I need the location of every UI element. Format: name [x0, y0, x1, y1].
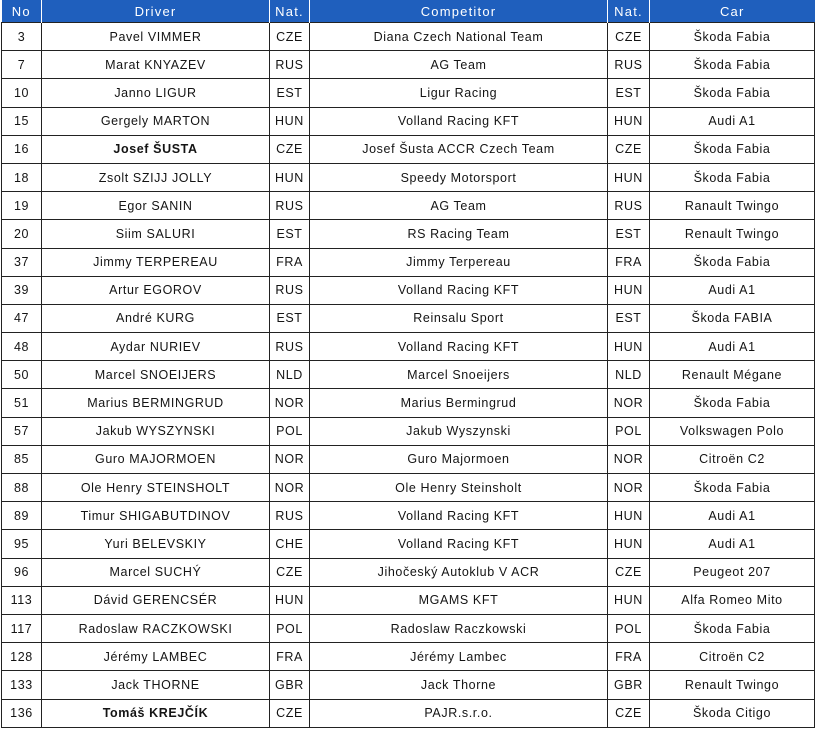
cell-driver-nat: EST: [270, 79, 310, 107]
cell-no: 48: [2, 333, 42, 361]
cell-car: Audi A1: [650, 107, 815, 135]
cell-competitor: Speedy Motorsport: [310, 163, 608, 191]
table-row: [2, 474, 815, 502]
cell-driver-nat: RUS: [270, 276, 310, 304]
cell-no: 47: [2, 304, 42, 332]
cell-driver-nat: EST: [270, 304, 310, 332]
cell-competitor: Jakub Wyszynski: [310, 417, 608, 445]
cell-no: 57: [2, 417, 42, 445]
cell-no: 133: [2, 671, 42, 699]
cell-driver-nat: CZE: [270, 699, 310, 727]
cell-competitor: Reinsalu Sport: [310, 304, 608, 332]
cell-driver: Artur EGOROV: [42, 276, 270, 304]
cell-competitor: Josef Šusta ACCR Czech Team: [310, 135, 608, 163]
header-driver-nat: Nat.: [270, 0, 310, 23]
cell-competitor-nat: RUS: [608, 192, 650, 220]
cell-no: 19: [2, 192, 42, 220]
cell-driver: Josef ŠUSTA: [42, 135, 270, 163]
cell-no: 89: [2, 502, 42, 530]
header-no: No: [2, 0, 42, 23]
cell-driver-nat: CZE: [270, 135, 310, 163]
cell-no: 3: [2, 23, 42, 51]
table-row: [2, 51, 815, 79]
header-row: [2, 0, 815, 23]
cell-competitor-nat: NOR: [608, 445, 650, 473]
cell-competitor: RS Racing Team: [310, 220, 608, 248]
cell-car: Škoda Fabia: [650, 614, 815, 642]
cell-driver: Yuri BELEVSKIY: [42, 530, 270, 558]
cell-driver-nat: NOR: [270, 445, 310, 473]
cell-driver-nat: RUS: [270, 51, 310, 79]
cell-driver: Egor SANIN: [42, 192, 270, 220]
cell-car: Škoda Fabia: [650, 248, 815, 276]
cell-driver: Timur SHIGABUTDINOV: [42, 502, 270, 530]
cell-driver-nat: HUN: [270, 163, 310, 191]
cell-car: Renault Mégane: [650, 361, 815, 389]
cell-competitor: Jérémy Lambec: [310, 643, 608, 671]
cell-driver: Marcel SNOEIJERS: [42, 361, 270, 389]
cell-driver: Jakub WYSZYNSKI: [42, 417, 270, 445]
cell-car: Citroën C2: [650, 643, 815, 671]
cell-competitor-nat: EST: [608, 220, 650, 248]
table-row: [2, 530, 815, 558]
cell-competitor: Jimmy Terpereau: [310, 248, 608, 276]
cell-car: Alfa Romeo Mito: [650, 586, 815, 614]
cell-competitor-nat: HUN: [608, 502, 650, 530]
cell-driver: Ole Henry STEINSHOLT: [42, 474, 270, 502]
cell-no: 95: [2, 530, 42, 558]
cell-driver-nat: EST: [270, 220, 310, 248]
cell-competitor: Jack Thorne: [310, 671, 608, 699]
cell-competitor: Jihočeský Autoklub V ACR: [310, 558, 608, 586]
cell-no: 50: [2, 361, 42, 389]
cell-competitor-nat: NOR: [608, 474, 650, 502]
cell-competitor: Volland Racing KFT: [310, 333, 608, 361]
cell-car: Renault Twingo: [650, 220, 815, 248]
cell-driver: Gergely MARTON: [42, 107, 270, 135]
header-competitor: Competitor: [310, 0, 608, 23]
cell-competitor-nat: HUN: [608, 586, 650, 614]
cell-competitor: Guro Majormoen: [310, 445, 608, 473]
table-row: [2, 502, 815, 530]
cell-competitor-nat: EST: [608, 304, 650, 332]
cell-driver: Dávid GERENCSÉR: [42, 586, 270, 614]
cell-competitor-nat: FRA: [608, 643, 650, 671]
cell-no: 136: [2, 699, 42, 727]
cell-no: 37: [2, 248, 42, 276]
table-row: [2, 192, 815, 220]
cell-competitor: AG Team: [310, 192, 608, 220]
cell-driver: Siim SALURI: [42, 220, 270, 248]
cell-car: Škoda Fabia: [650, 23, 815, 51]
cell-competitor-nat: FRA: [608, 248, 650, 276]
cell-competitor: Marcel Snoeijers: [310, 361, 608, 389]
cell-competitor-nat: CZE: [608, 23, 650, 51]
cell-driver-nat: RUS: [270, 333, 310, 361]
cell-no: 96: [2, 558, 42, 586]
cell-car: Audi A1: [650, 276, 815, 304]
table-row: [2, 276, 815, 304]
cell-driver-nat: RUS: [270, 502, 310, 530]
cell-competitor-nat: HUN: [608, 107, 650, 135]
cell-competitor-nat: CZE: [608, 699, 650, 727]
cell-competitor: MGAMS KFT: [310, 586, 608, 614]
cell-competitor: Volland Racing KFT: [310, 530, 608, 558]
table-row: [2, 671, 815, 699]
cell-car: Škoda Fabia: [650, 389, 815, 417]
cell-driver-nat: POL: [270, 417, 310, 445]
cell-competitor-nat: HUN: [608, 276, 650, 304]
cell-car: Škoda Fabia: [650, 163, 815, 191]
table-row: [2, 643, 815, 671]
cell-competitor-nat: NLD: [608, 361, 650, 389]
cell-no: 128: [2, 643, 42, 671]
cell-competitor: PAJR.s.r.o.: [310, 699, 608, 727]
table-row: [2, 107, 815, 135]
table-row: [2, 699, 815, 727]
cell-competitor: Diana Czech National Team: [310, 23, 608, 51]
cell-competitor-nat: EST: [608, 79, 650, 107]
table-row: [2, 248, 815, 276]
cell-competitor-nat: HUN: [608, 530, 650, 558]
cell-no: 117: [2, 614, 42, 642]
header-competitor-nat: Nat.: [608, 0, 650, 23]
cell-driver: Pavel VIMMER: [42, 23, 270, 51]
cell-car: Škoda Fabia: [650, 51, 815, 79]
cell-driver: Radoslaw RACZKOWSKI: [42, 614, 270, 642]
cell-competitor-nat: GBR: [608, 671, 650, 699]
cell-no: 51: [2, 389, 42, 417]
cell-driver-nat: POL: [270, 614, 310, 642]
cell-no: 88: [2, 474, 42, 502]
cell-no: 20: [2, 220, 42, 248]
cell-competitor-nat: NOR: [608, 389, 650, 417]
cell-competitor: Marius Bermingrud: [310, 389, 608, 417]
cell-driver: Marat KNYAZEV: [42, 51, 270, 79]
cell-car: Volkswagen Polo: [650, 417, 815, 445]
cell-driver: Zsolt SZIJJ JOLLY: [42, 163, 270, 191]
cell-driver: Marcel SUCHÝ: [42, 558, 270, 586]
cell-driver-nat: GBR: [270, 671, 310, 699]
cell-car: Škoda Fabia: [650, 474, 815, 502]
header-driver: Driver: [42, 0, 270, 23]
cell-driver: Jack THORNE: [42, 671, 270, 699]
table-row: [2, 558, 815, 586]
cell-driver-nat: FRA: [270, 248, 310, 276]
cell-car: Peugeot 207: [650, 558, 815, 586]
cell-driver-nat: CZE: [270, 23, 310, 51]
cell-car: Škoda FABIA: [650, 304, 815, 332]
cell-car: Škoda Fabia: [650, 79, 815, 107]
header-car: Car: [650, 0, 815, 23]
cell-driver: Tomáš KREJČÍK: [42, 699, 270, 727]
cell-driver-nat: CZE: [270, 558, 310, 586]
cell-driver-nat: RUS: [270, 192, 310, 220]
table-row: [2, 586, 815, 614]
table-body: [2, 23, 815, 728]
cell-driver-nat: NLD: [270, 361, 310, 389]
cell-no: 16: [2, 135, 42, 163]
table-row: [2, 445, 815, 473]
cell-driver-nat: HUN: [270, 586, 310, 614]
cell-competitor-nat: CZE: [608, 135, 650, 163]
cell-competitor: Ligur Racing: [310, 79, 608, 107]
cell-driver: Janno LIGUR: [42, 79, 270, 107]
cell-no: 39: [2, 276, 42, 304]
table-row: [2, 361, 815, 389]
cell-driver: Jimmy TERPEREAU: [42, 248, 270, 276]
cell-driver: André KURG: [42, 304, 270, 332]
cell-car: Škoda Fabia: [650, 135, 815, 163]
cell-no: 7: [2, 51, 42, 79]
cell-car: Audi A1: [650, 530, 815, 558]
table-row: [2, 333, 815, 361]
cell-competitor-nat: HUN: [608, 333, 650, 361]
cell-competitor: Radoslaw Raczkowski: [310, 614, 608, 642]
table-row: [2, 389, 815, 417]
table-row: [2, 614, 815, 642]
cell-driver: Aydar NURIEV: [42, 333, 270, 361]
cell-no: 113: [2, 586, 42, 614]
cell-competitor-nat: HUN: [608, 163, 650, 191]
cell-competitor: Volland Racing KFT: [310, 276, 608, 304]
cell-no: 18: [2, 163, 42, 191]
table-row: [2, 220, 815, 248]
cell-driver-nat: HUN: [270, 107, 310, 135]
cell-driver: Jérémy LAMBEC: [42, 643, 270, 671]
cell-driver-nat: NOR: [270, 474, 310, 502]
cell-competitor: Volland Racing KFT: [310, 107, 608, 135]
cell-car: Ranault Twingo: [650, 192, 815, 220]
cell-car: Škoda Citigo: [650, 699, 815, 727]
cell-driver: Guro MAJORMOEN: [42, 445, 270, 473]
table-row: [2, 23, 815, 51]
cell-competitor-nat: CZE: [608, 558, 650, 586]
cell-competitor-nat: POL: [608, 614, 650, 642]
table-header: [2, 0, 815, 23]
cell-competitor: AG Team: [310, 51, 608, 79]
cell-car: Citroën C2: [650, 445, 815, 473]
cell-driver-nat: FRA: [270, 643, 310, 671]
table-row: [2, 79, 815, 107]
cell-driver-nat: NOR: [270, 389, 310, 417]
cell-competitor-nat: RUS: [608, 51, 650, 79]
cell-competitor-nat: POL: [608, 417, 650, 445]
cell-car: Audi A1: [650, 333, 815, 361]
cell-driver: Marius BERMINGRUD: [42, 389, 270, 417]
entry-list-table: [1, 0, 815, 728]
cell-car: Renault Twingo: [650, 671, 815, 699]
cell-competitor: Ole Henry Steinsholt: [310, 474, 608, 502]
table-row: [2, 135, 815, 163]
cell-no: 85: [2, 445, 42, 473]
cell-no: 15: [2, 107, 42, 135]
cell-competitor: Volland Racing KFT: [310, 502, 608, 530]
cell-car: Audi A1: [650, 502, 815, 530]
cell-driver-nat: CHE: [270, 530, 310, 558]
table-row: [2, 304, 815, 332]
table-row: [2, 163, 815, 191]
table-row: [2, 417, 815, 445]
cell-no: 10: [2, 79, 42, 107]
